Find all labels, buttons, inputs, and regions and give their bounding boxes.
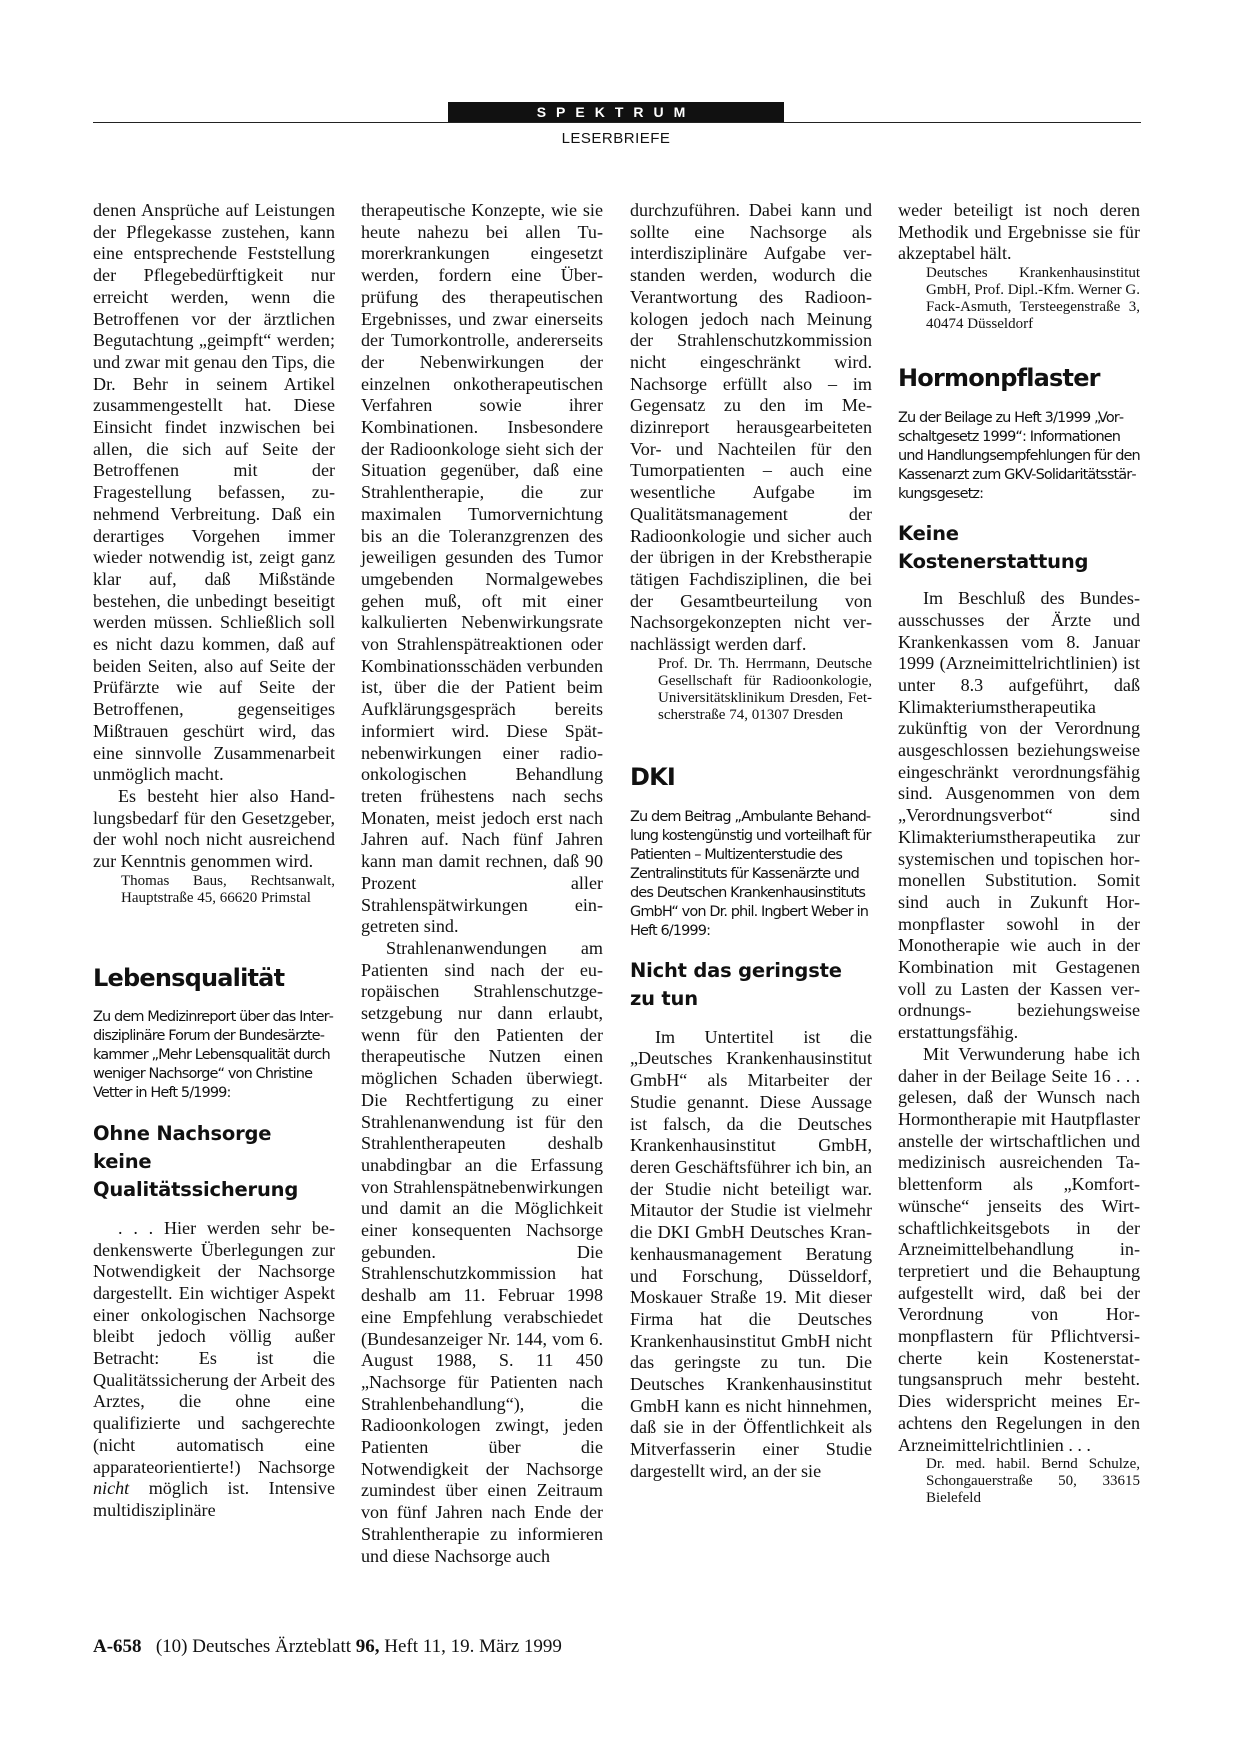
column-3 [630,200,872,1483]
letter-heading: Nicht das geringste zu tun [630,958,842,1010]
letter-signature: Prof. Dr. Th. Herrmann, Deutsche Gesellschaft für Radioonkologie, Universitätsklinikum Dresden, Fetscherstraße 74, 01307 Dresden [658,655,872,723]
section-heading: Lebensqualität [93,963,285,992]
volume-number: 96, [355,1636,380,1657]
body-paragraph: Mit Verwunderung habe ich daher in der Beilage Seite 16 . . . gelesen, daß der Wunsch nach Hormontherapie mit Hautpflaster anstelle der wirtschaftlichen und medizinisch ausreichenden Tablettenform als „Komfortwünsche“ jenseits des Wirtschaftlichkeitsgebots in der Arzneimittelbehandlung interpretiert und die Behauptung aufgestellt wird, daß bei der Verordnung von Hormonpflastern für Pflichtversicherte kein Kostenerstattungsanspruch mehr besteht. Dies widerspricht meines Erachtens den Regelungen in den Arzneimittelrichtlinien . . . [898,1043,1140,1455]
letter-intro: Zu dem Beitrag „Ambulante Behandlung kostengünstig und vorteilhaft für Patienten – Multizenterstudie des Zentralinstituts für Kassenärzte und des Deutschen Krankenhausinstituts GmbH“ von Dr. phil. Ingbert Weber in Heft 6/1999: [630,808,872,939]
letter-signature: Deutsches Krankenhausinstitut GmbH, Prof. Dipl.-Kfm. Werner G. Fack-Asmuth, Tersteegenstraße 3, 40474 Düsseldorf [926,265,1140,333]
body-paragraph: Es besteht hier also Handlungsbedarf für den Gesetzgeber, der wohl noch nicht ausreichend zur Kenntnis genommen wird. [93,785,335,872]
body-paragraph: therapeutische Konzepte, wie sie heute nahezu bei allen Tumorerkrankungen eingesetzt werden, fordern eine Überprüfung des therapeutischen Ergebnisses, und zwar einerseits der Tumorkontrolle, andererseits der Nebenwirkungen der einzelnen onkotherapeutischen Verfahren sowie ihrer Kombinationen. Insbesondere der Radioonkologe sieht sich der Situation gegenüber, daß eine Strahlentherapie, die zur maximalen Tumorvernichtung bis an die Toleranzgrenzen des jeweiligen gesunden des Tumor umgebenden Normalgewebes gehen muß, oft mit einer kalkulierten Nebenwirkungsrate von Strahlenspätreaktionen oder Kombinationsschäden verbunden ist, über die der Patient beim Aufklärungsgespräch bereits informiert wird. Diese Spätnebenwirkungen einer radioonkologischen Behandlung treten frühestens nach sechs Monaten, meist jedoch erst nach Jahren auf. Nach fünf Jahren kann man damit rechnen, daß 90 Prozent aller Strahlenspätwirkungen eingetreten sind. [361,200,603,937]
section-heading: Hormonpflaster [898,364,1100,393]
letter-intro: Zu dem Medizinreport über das Interdisziplinäre Forum der Bundesärztekammer „Mehr Lebensqualität durch weniger Nachsorge“ von Christine Vetter in Heft 5/1999: [93,1008,334,1101]
column-4 [898,200,1140,1507]
body-paragraph: . . . Hier werden sehr bedenkenswerte Überlegungen zur Notwendigkeit der Nachsorge dargestellt. Ein wichtiger Aspekt einer onkologischen Nachsorge bleibt jedoch völlig außer Betracht: Es ist die Qualitätssicherung der Arbeit des Arztes, die ohne eine qualifizierte und sachgerechte (nicht automatisch eine apparateorientierte!) Nachsorge nicht möglich ist. Intensive multidisziplinäre [93,1217,335,1520]
body-paragraph: Im Untertitel ist die „Deutsches Krankenhausinstitut GmbH“ als Mitarbeiter der Studie genannt. Diese Aussage ist falsch, da die Deutsches Krankenhausinstitut GmbH, deren Geschäftsführer ich bin, an der Studie nicht beteiligt war. Mitautor der Studie ist vielmehr die DKI GmbH Deutsches Krankenhausmanagement Beratung und Forschung, Düsseldorf, Moskauer Straße 19. Mit dieser Firma hat die Deutsches Krankenhausinstitut GmbH nicht das geringste zu tun. Die Deutsches Krankenhausinstitut GmbH kann es nicht hinnehmen, daß sie in der Öffentlichkeit als Mitverfasserin einer Studie dargestellt wird, an der sie [630,1026,872,1481]
body-paragraph: denen Ansprüche auf Leistungen der Pflegekasse zustehen, kann eine entsprechende Feststellung der Pflegebedürftigkeit nur erreicht werden, wenn die Betroffenen vor der ärztlichen Begutachtung „geimpft“ werden; und zwar mit genau den Tips, die Dr. Behr in seinem Artikel zusammengestellt hat. Diese Einsicht findet inzwischen bei allen, die sich auf Seite der Betroffenen mit der Fragestellung befassen, zunehmend Verbreitung. Daß ein derartiges Vorgehen immer wieder notwendig ist, zeigt ganz klar auf, daß Mißstände bestehen, die unbedingt beseitigt werden müssen. Schließlich soll es nicht dazu kommen, daß auf beiden Seiten, also auf Seite der Prüfärzte wie auf Seite der Betroffenen, gegenseitiges Mißtrauen geschürt wird, das eine sinnvolle Zusammenarbeit unmöglich macht. [93,200,335,785]
body-paragraph: weder beteiligt ist noch deren Methodik und Ergebnisse sie für akzeptabel hält. [898,200,1140,264]
body-paragraph: Strahlenanwendungen am Patienten sind nach der europäischen Strahlenschutzgesetzgebung nur dann erlaubt, wenn für den Patienten der therapeutische Nutzen einen möglichen Schaden überwiegt. Die Rechtfertigung zu einer Strahlenanwendung ist für den Strahlentherapeuten deshalb unabdingbar an die Erfassung von Strahlenspätnebenwirkungen und damit an die Möglichkeit einer konsequenten Nachsorge gebunden. Die Strahlenschutzkommission hat deshalb am 11. Februar 1998 eine Empfehlung verabschiedet (Bundesanzeiger Nr. 144, vom 6. August 1988, S. 11 450 „Nachsorge für Patienten nach Strahlenbehandlung“), die Radioonkologen zwingt, jeden Patienten über die Notwendigkeit der Nachsorge zumindest über einen Zeitraum von fünf Jahren nach Ende der Strahlentherapie zu informieren und diese Nachsorge auch [361,937,603,1566]
section-subtitle: LESERBRIEFE [561,130,671,147]
emphasis: nicht [93,1478,130,1499]
issue-info: (10) Deutsches Ärzteblatt [155,1636,356,1657]
body-paragraph: Im Beschluß des Bundesausschusses der Ärzte und Krankenkassen vom 8. Januar 1999 (Arzneimittelrichtlinien) ist unter 8.3 aufgeführt, daß Klimakteriumstherapeutika zukünftig von der Verordnung ausgeschlossen beziehungsweise eingeschränkt verordnungsfähig sind. Ausgenommen von dem „Verordnungsverbot“ sind Klimakteriumstherapeutika zur systemischen und topischen hormonellen Substitution. Somit sind auch in Zukunft Hormonpflaster sowohl in der Monotherapie wie auch in der Kombination mit Gestagenen voll zu Lasten der Kassen verordnungs- beziehungsweise erstattungsfähig. [898,588,1140,1043]
letter-intro: Zu der Beilage zu Heft 3/1999 „Vorschaltgesetz 1999“: Informationen und Handlungsempfehlungen für den Kassenarzt zum GKV-Solidaritätsstärkungsgesetz: [898,410,1140,503]
section-banner: SPEKTRUM [448,102,784,122]
page-number: A-658 [93,1636,142,1657]
letter-heading: Keine Kostenerstattung [898,522,1089,574]
letter-signature: Thomas Baus, Rechtsanwalt, Hauptstraße 45, 66620 Primstal [121,872,335,906]
body-paragraph: durchzuführen. Dabei kann und sollte eine Nachsorge als interdisziplinäre Aufgabe verstanden werden, wodurch die Verantwortung des Radioonkologen jedoch nach Meinung der Strahlenschutzkommission nicht eingeschränkt wird. Nachsorge erfüllt also – im Gegensatz zu den im Medizinreport herausgearbeiteten Vor- und Nachteilen für den Tumorpatienten – auch eine wesentliche Aufgabe im Qualitätsmanagement der Radioonkologie und sicher auch der übrigen in der Krebstherapie tätigen Fachdisziplinen, die bei der Gesamtbeurteilung von Nachsorgekonzepten nicht vernachlässigt werden darf. [630,200,872,655]
header-rule [93,122,1141,123]
issue-date: Heft 11, 19. März 1999 [379,1636,562,1657]
section-heading: DKI [630,762,676,791]
page-footer [93,1636,562,1658]
column-1 [93,200,335,1522]
letter-signature: Dr. med. habil. Bernd Schulze, Schongauerstraße 50, 33615 Bielefeld [926,1456,1140,1507]
column-2 [361,200,603,1567]
letter-heading: Ohne Nachsorge keine Qualitätssicherung [93,1121,299,1201]
